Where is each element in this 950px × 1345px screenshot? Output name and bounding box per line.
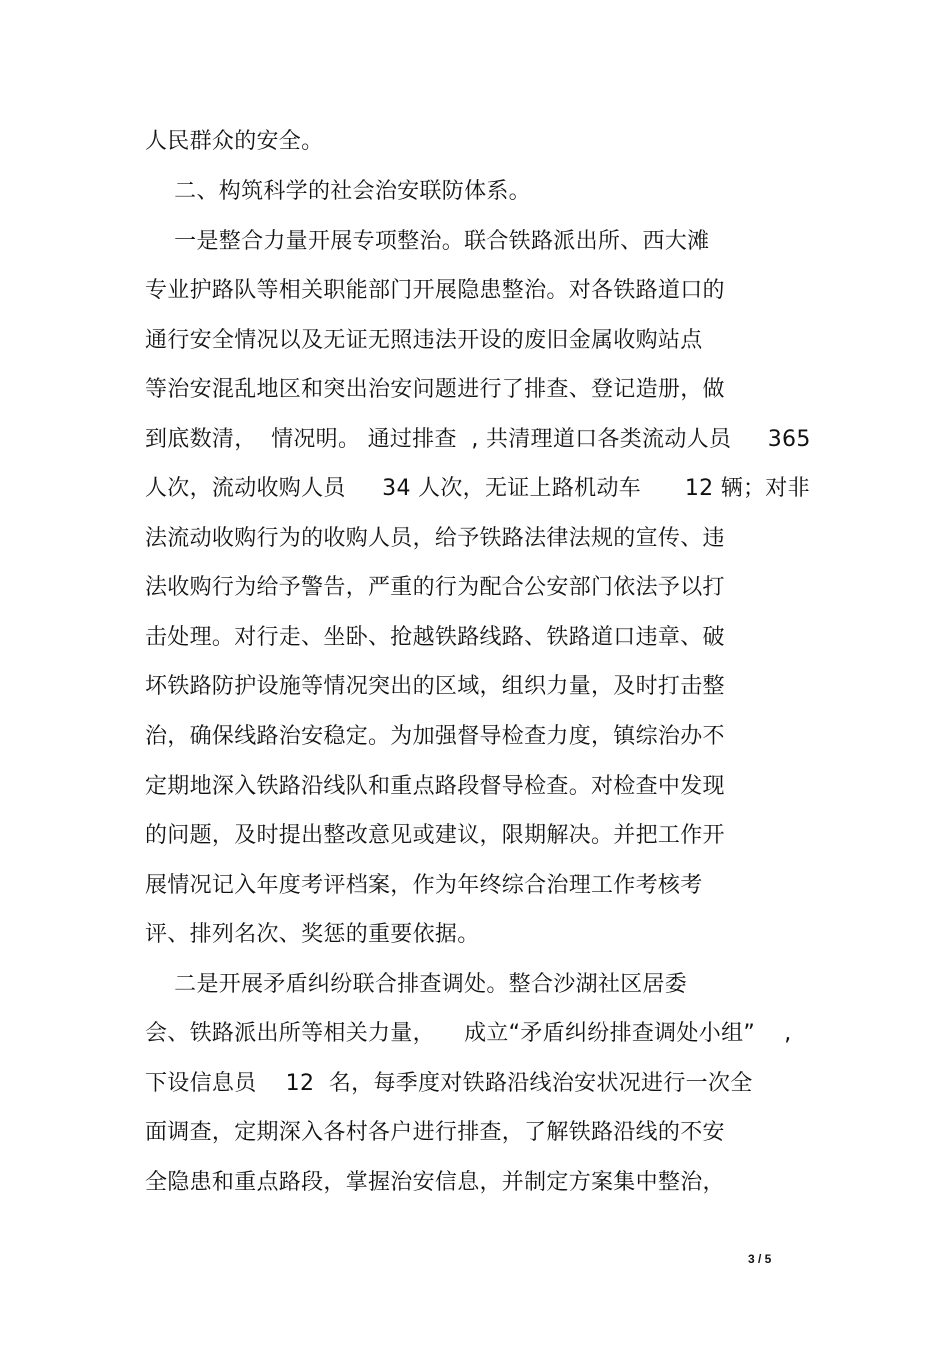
- text-line: 到底数清， 情况明。 通过排查 , 共清理道口各类流动人员 365: [145, 427, 811, 452]
- text-line: 治，确保线路治安稳定。为加强督导检查力度，镇综治办不: [145, 724, 725, 749]
- text-line: 坏铁路防护设施等情况突出的区域，组织力量，及时打击整: [145, 674, 725, 699]
- text-line: 击处理。对行走、坐卧、抢越铁路线路、铁路道口违章、破: [145, 625, 725, 650]
- text-line: 通行安全情况以及无证无照违法开设的废旧金属收购站点: [145, 328, 703, 353]
- text-line: 的问题，及时提出整改意见或建议，限期解决。并把工作开: [145, 823, 725, 848]
- text-line: 法流动收购行为的收购人员，给予铁路法律法规的宣传、违: [145, 526, 725, 551]
- text-line: 展情况记入年度考评档案，作为年终综合治理工作考核考: [145, 873, 703, 898]
- text-line: 二、构筑科学的社会治安联防体系。: [145, 179, 531, 204]
- text-line: 全隐患和重点路段，掌握治安信息，并制定方案集中整治，: [145, 1170, 725, 1195]
- text-line: 下设信息员 12 名，每季度对铁路沿线治安状况进行一次全: [145, 1071, 753, 1096]
- page-number: 3 / 5: [748, 1252, 772, 1266]
- text-line: 人次，流动收购人员 34 人次，无证上路机动车 12 辆；对非: [145, 476, 810, 501]
- text-line: 等治安混乱地区和突出治安问题进行了排查、登记造册，做: [145, 377, 725, 402]
- text-line: 人民群众的安全。: [145, 129, 324, 154]
- text-line: 定期地深入铁路沿线队和重点路段督导检查。对检查中发现: [145, 774, 725, 799]
- text-line: 法收购行为给予警告，严重的行为配合公安部门依法予以打: [145, 575, 725, 600]
- text-line: 二是开展矛盾纠纷联合排查调处。整合沙湖社区居委: [145, 972, 688, 997]
- text-line: 一是整合力量开展专项整治。联合铁路派出所、西大滩: [145, 229, 710, 254]
- text-line: 专业护路队等相关职能部门开展隐患整治。对各铁路道口的: [145, 278, 725, 303]
- text-line: 面调查，定期深入各村各户进行排查，了解铁路沿线的不安: [145, 1120, 725, 1145]
- text-line: 会、铁路派出所等相关力量， 成立“矛盾纠纷排查调处小组” ,: [145, 1021, 792, 1046]
- text-line: 评、排列名次、奖惩的重要依据。: [145, 922, 480, 947]
